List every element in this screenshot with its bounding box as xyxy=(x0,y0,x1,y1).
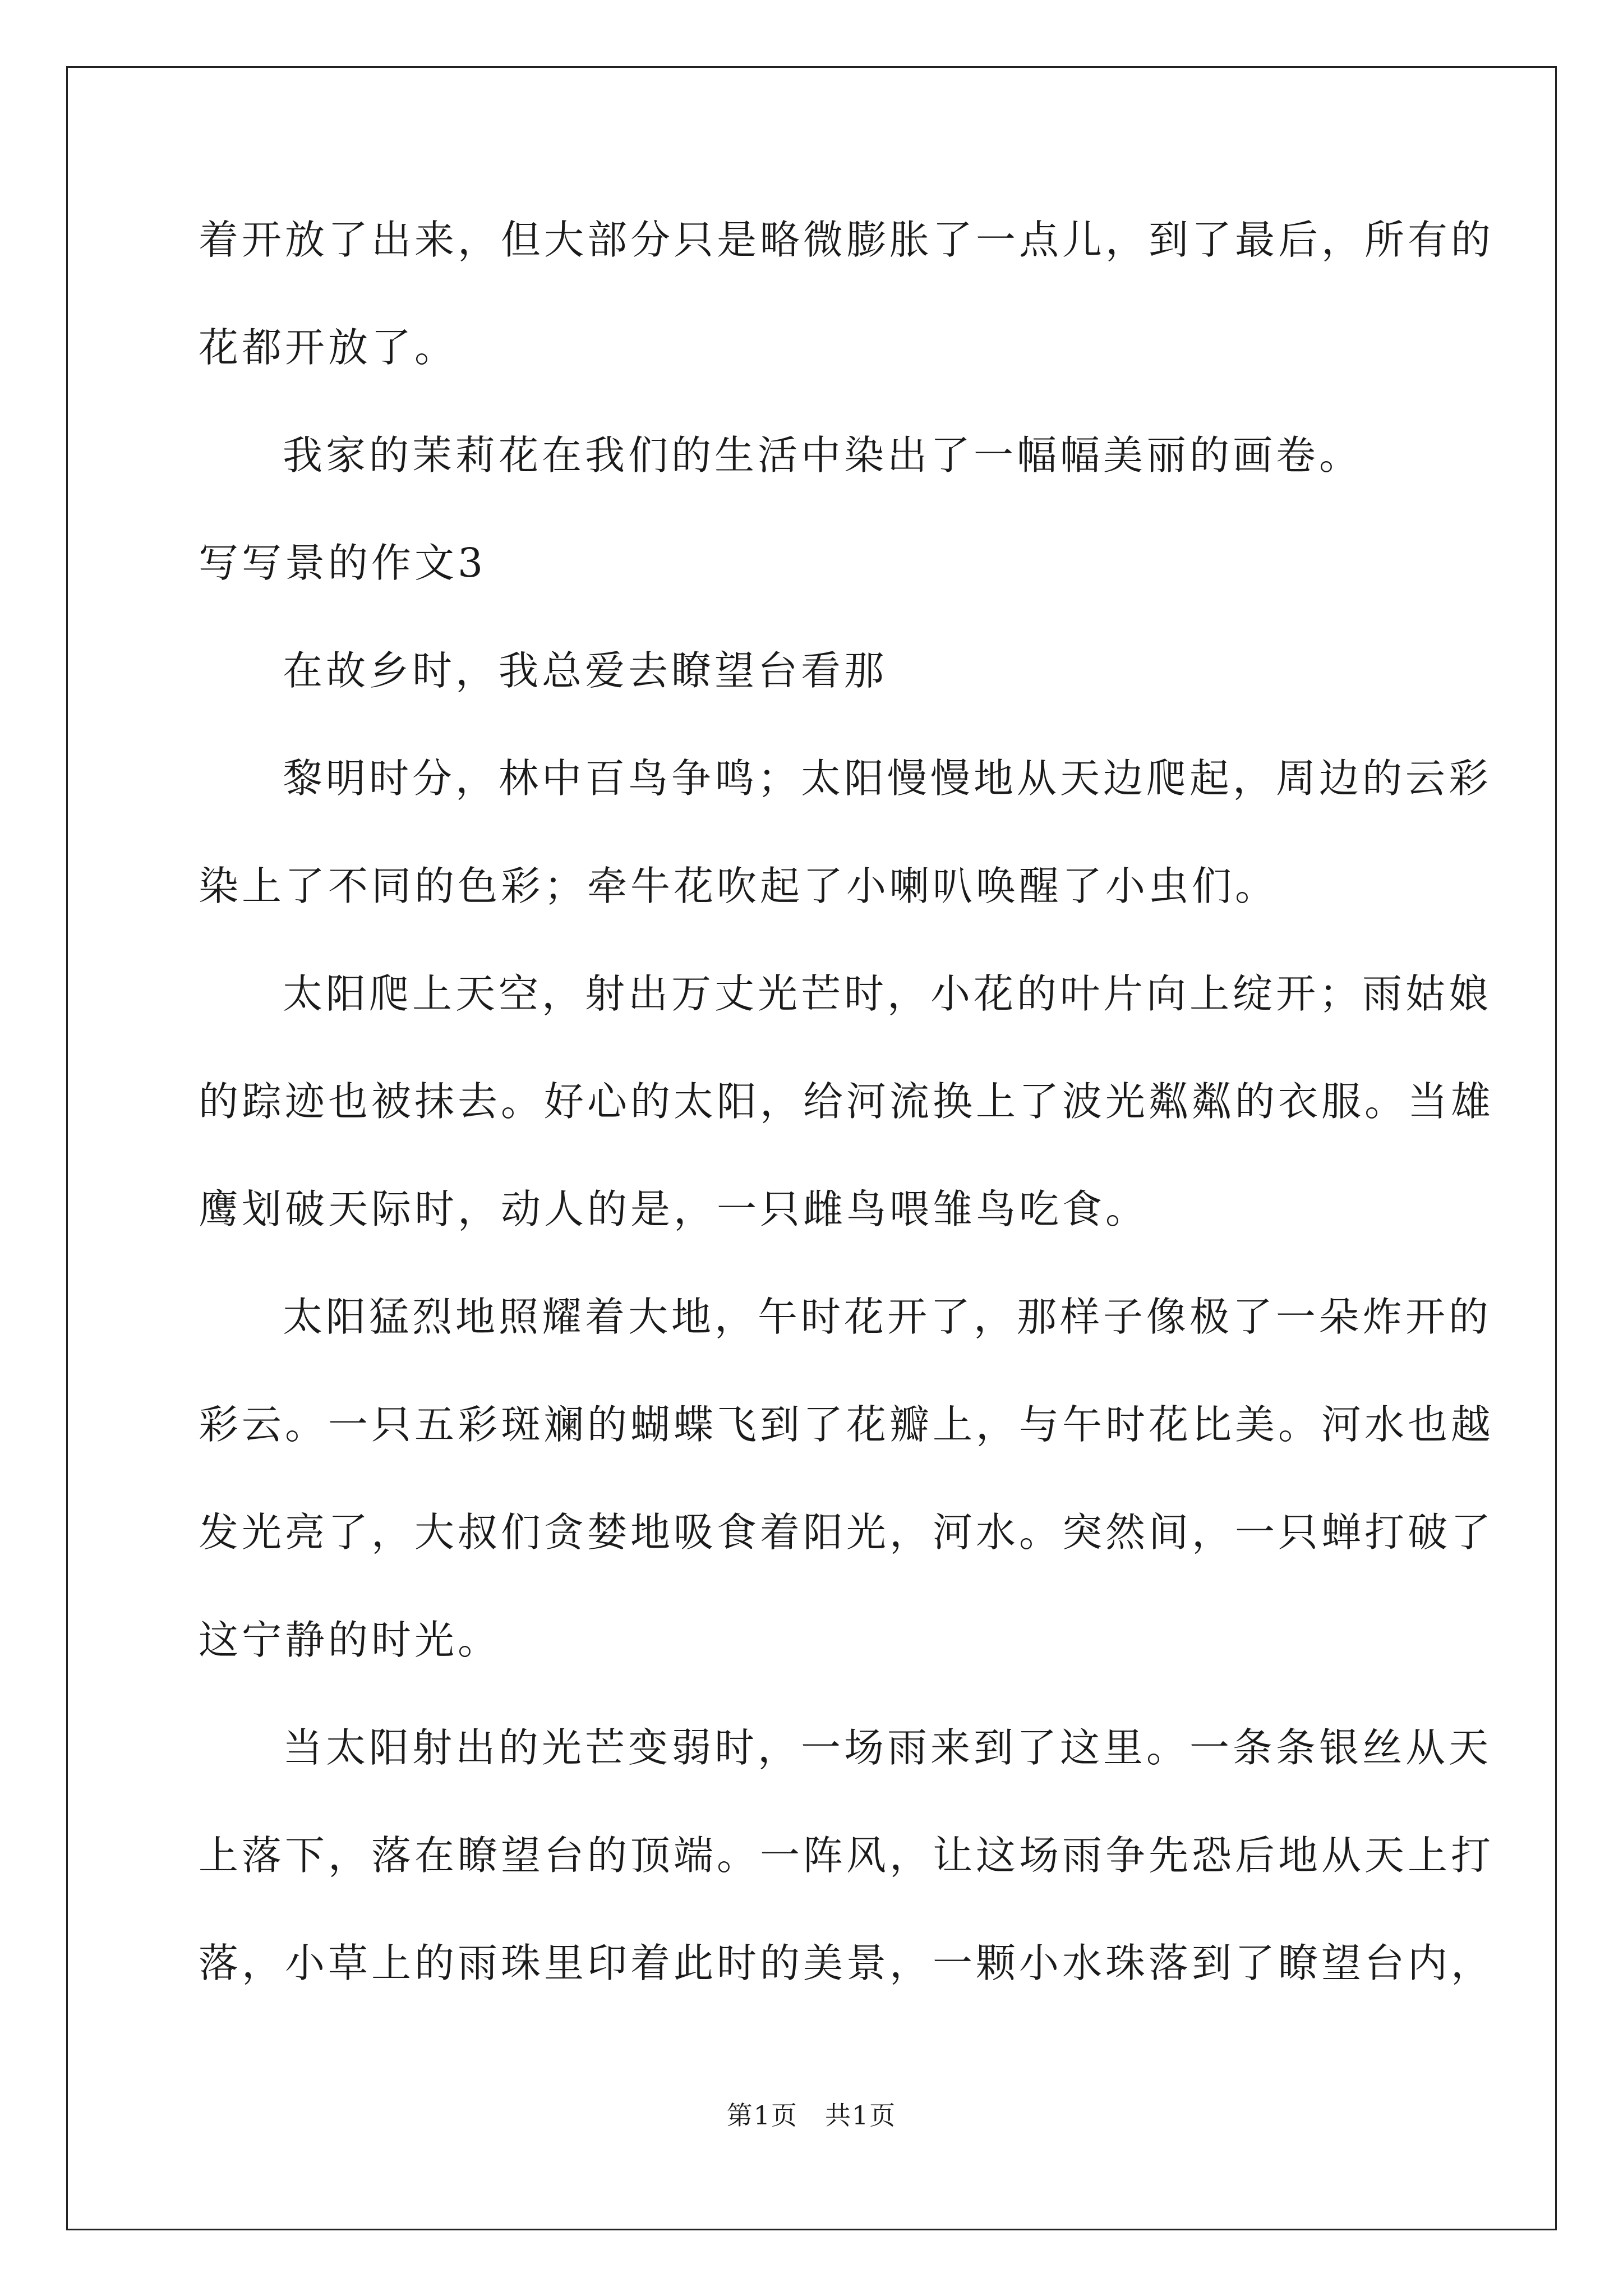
text-line: 鹰划破天际时，动人的是，一只雌鸟喂雏鸟吃食。 xyxy=(199,1186,1149,1232)
text-line: 当太阳射出的光芒变弱时，一场雨来到了这里。一条条银丝从天 xyxy=(283,1724,1492,1771)
text-line: 黎明时分，林中百鸟争鸣；太阳慢慢地从天边爬起，周边的云彩 xyxy=(283,755,1492,802)
text-line: 这宁静的时光。 xyxy=(199,1617,501,1663)
text-line: 彩云。一只五彩斑斓的蝴蝶飞到了花瓣上，与午时花比美。河水也越 xyxy=(199,1401,1495,1448)
text-line: 花都开放了。 xyxy=(199,324,458,371)
text-line: 染上了不同的色彩；牵牛花吹起了小喇叭唤醒了小虫们。 xyxy=(199,863,1279,909)
text-line: 在故乡时，我总爱去瞭望台看那 xyxy=(283,647,888,694)
page-footer: 第1页 共1页 xyxy=(726,2100,897,2131)
text-line: 太阳猛烈地照耀着大地，午时花开了，那样子像极了一朵炸开的 xyxy=(283,1294,1492,1340)
text-line: 着开放了出来，但大部分只是略微膨胀了一点儿，到了最后，所有的 xyxy=(199,217,1495,263)
text-line: 太阳爬上天空，射出万丈光芒时，小花的叶片向上绽开；雨姑娘 xyxy=(283,970,1492,1017)
text-line: 上落下，落在瞭望台的顶端。一阵风，让这场雨争先恐后地从天上打 xyxy=(199,1832,1495,1879)
document-body xyxy=(199,213,1495,1990)
text-line: 落，小草上的雨珠里印着此时的美景，一颗小水珠落到了瞭望台内， xyxy=(199,1940,1495,1986)
section-heading: 写写景的作文3 xyxy=(199,540,487,586)
text-line: 发光亮了，大叔们贪婪地吸食着阳光，河水。突然间，一只蝉打破了 xyxy=(199,1509,1495,1556)
text-line: 我家的茉莉花在我们的生活中染出了一幅幅美丽的画卷。 xyxy=(283,432,1363,478)
text-line: 的踪迹也被抹去。好心的太阳，给河流换上了波光粼粼的衣服。当雄 xyxy=(199,1078,1495,1125)
